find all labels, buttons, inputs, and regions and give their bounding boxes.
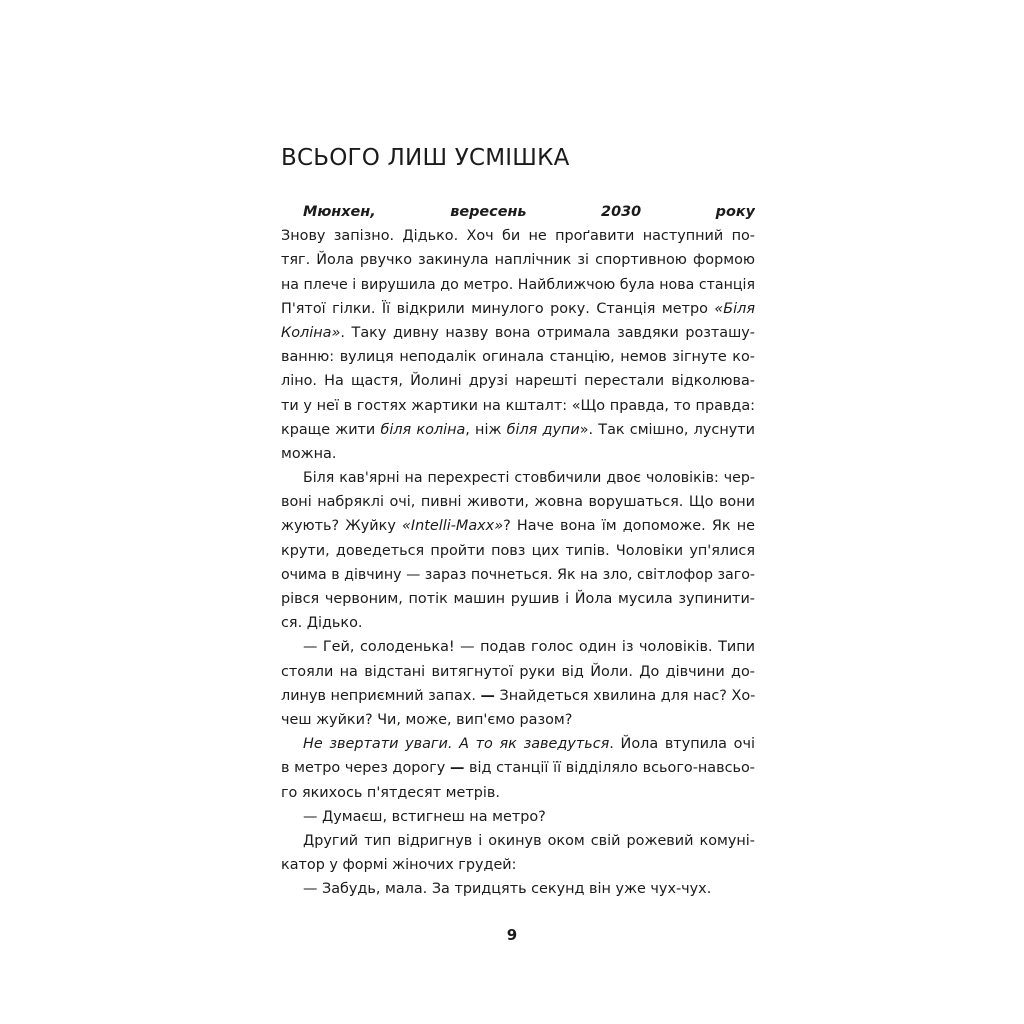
text-span: . Йола втупила очі	[609, 736, 755, 753]
italic-text: «Intelli-Maxx»	[402, 518, 504, 535]
text-line	[281, 466, 755, 490]
text-span: можна.	[281, 445, 337, 462]
text-span: ліно. На щастя, Йолині друзі нарешті перестали відколюва-	[281, 373, 755, 390]
text-span: крути, доведеться пройти повз цих типів. Чоловіки уп'ялися	[281, 542, 755, 559]
text-line	[281, 224, 755, 248]
text-span: на плече і вирушила до метро. Найближчою була нова станція	[281, 276, 755, 293]
text-span: краще жити	[281, 421, 381, 438]
text-span: Біля кав'ярні на перехресті стовбичили двоє чоловіків: чер-	[303, 470, 755, 487]
text-span: катор у формі жіночих грудей:	[281, 857, 517, 874]
text-line	[281, 684, 755, 708]
text-line	[281, 732, 755, 756]
text-span: ». Так смішно, луснути	[579, 421, 755, 438]
text-span: ся. Дідько.	[281, 615, 363, 632]
text-line	[281, 394, 755, 418]
text-span: стояли на відстані витягнутої руки від Йоли. До дівчини до-	[281, 663, 755, 680]
text-span: —	[449, 760, 465, 777]
text-line	[281, 805, 755, 829]
text-line	[281, 708, 755, 732]
text-line	[281, 248, 755, 272]
text-line	[281, 829, 755, 853]
chapter-subtitle	[281, 200, 755, 224]
text-line	[281, 635, 755, 659]
text-span: жують? Жуйку	[281, 518, 402, 535]
text-span: від станції її відділяло всього-навсьо-	[464, 760, 755, 777]
chapter-subtitle-text: Мюнхен, вересень 2030 року	[303, 204, 755, 220]
text-line	[281, 442, 755, 466]
italic-text: «Біля	[714, 300, 755, 317]
text-line	[281, 514, 755, 538]
text-span: чеш жуйки? Чи, може, вип'ємо разом?	[281, 711, 573, 728]
text-span: линув неприємний запах.	[281, 687, 481, 704]
text-lines	[281, 224, 755, 901]
text-span: рівся червоним, потік машин рушив і Йола мусила зупинити-	[281, 591, 755, 607]
text-span: ти у неї в гостях жартики на кшталт: «Що правда, то правда:	[281, 397, 755, 414]
text-span: П'ятої гілки. Її відкрили минулого року. Станція метро	[281, 300, 715, 317]
text-line	[281, 539, 755, 563]
text-span: Знову запізно. Дідько. Хоч би не проґавити наступний по-	[281, 228, 755, 245]
text-span: Другий тип відригнув і окинув оком свій рожевий комуні-	[303, 832, 755, 849]
italic-text: Не звертати уваги. А то як заведуться	[303, 736, 610, 753]
text-span: воні набряклі очі, пивні животи, жовна ворушаться. Що вони	[281, 494, 755, 511]
text-span: , ніж	[465, 421, 507, 438]
text-span: —	[480, 687, 495, 704]
text-line	[281, 781, 755, 805]
text-span: тяг. Йола рвучко закинула наплічник зі спортивною формою	[281, 252, 755, 269]
body-text	[281, 200, 755, 901]
text-line	[281, 418, 755, 442]
italic-text: біля дупи	[506, 421, 580, 438]
text-span: ванню: вулиця неподалік огинала станцію, немов зігнуте ко-	[281, 349, 755, 366]
page-number: 9	[506, 926, 518, 944]
text-line	[281, 273, 755, 297]
text-line	[281, 490, 755, 514]
text-span: в метро через дорогу	[281, 760, 450, 777]
italic-text: біля коліна	[380, 421, 466, 438]
chapter-title: ВСЬОГО ЛИШ УСМІШКА	[281, 145, 570, 171]
text-line	[281, 321, 755, 345]
text-span: — Забудь, мала. За тридцять секунд він уже чух-чух.	[303, 881, 712, 898]
text-line	[281, 369, 755, 393]
text-span: — Думаєш, встигнеш на метро?	[303, 808, 546, 825]
text-line	[281, 563, 755, 587]
text-line	[281, 587, 755, 611]
italic-text: Коліна»	[281, 324, 341, 341]
text-span: го якихось п'ятдесят метрів.	[281, 784, 500, 801]
text-span: очима в дівчину — зараз почнеться. Як на зло, світлофор заго-	[281, 566, 755, 583]
text-line	[281, 345, 755, 369]
text-span: . Таку дивну назву вона отримала завдяки розташу-	[340, 324, 755, 341]
text-span: ? Наче вона їм допоможе. Як не	[503, 518, 755, 535]
text-line	[281, 297, 755, 321]
text-line	[281, 853, 755, 877]
text-line	[281, 877, 755, 901]
text-line	[281, 611, 755, 635]
text-span: Знайдеться хвилина для нас? Хо-	[494, 687, 755, 704]
text-line	[281, 756, 755, 780]
text-line	[281, 660, 755, 684]
text-span: — Гей, солоденька! — подав голос один із чоловіків. Типи	[303, 639, 755, 656]
